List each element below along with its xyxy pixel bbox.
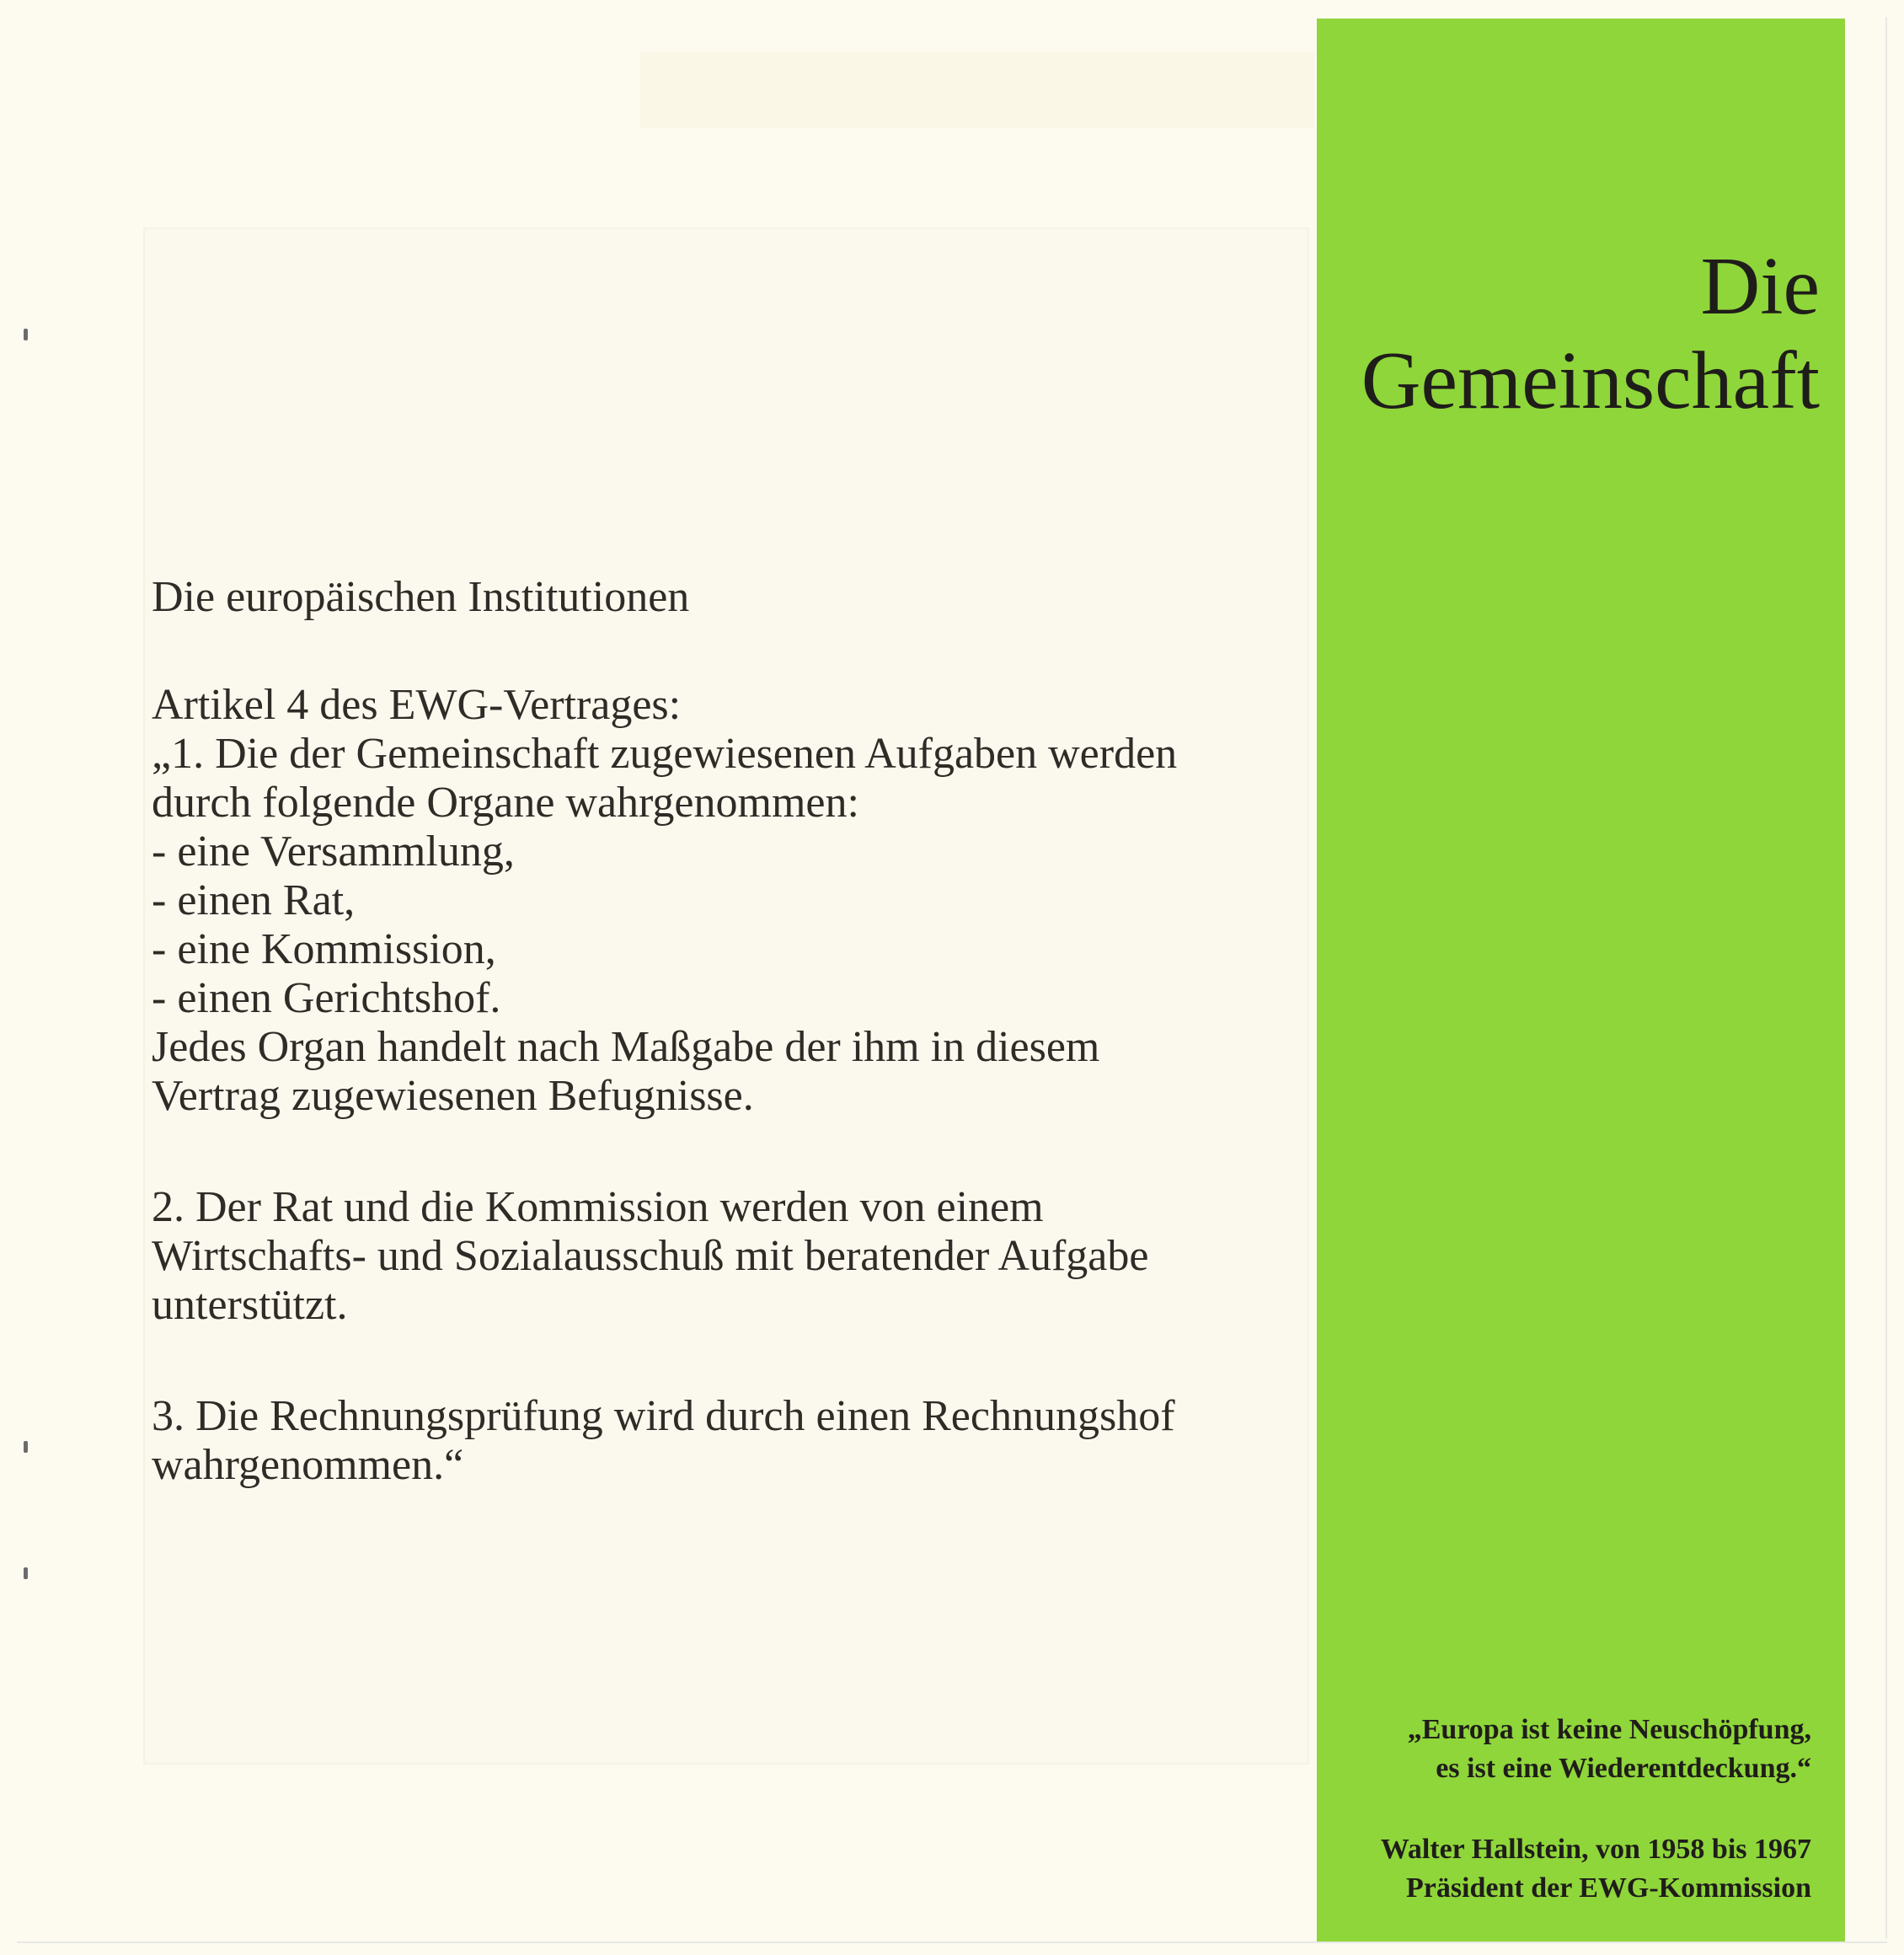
page-edge <box>1885 17 1887 1938</box>
text-line: durch folgende Organe wahrgenommen: <box>152 779 859 827</box>
green-sidebar <box>1317 19 1845 1943</box>
text-line: 3. Die Rechnungsprüfung wird durch einen Rechnungshof <box>152 1392 1175 1440</box>
attribution-line: Walter Hallstein, von 1958 bis 1967 <box>1380 1834 1811 1865</box>
text-line: Vertrag zugewiesenen Befugnisse. <box>152 1072 754 1120</box>
binding-mark <box>24 1441 28 1453</box>
binding-mark <box>24 329 28 340</box>
section-heading: Die europäischen Institutionen <box>152 573 690 621</box>
attribution-line: Präsident der EWG-Kommission <box>1405 1872 1811 1904</box>
text-line: Jedes Organ handelt nach Maßgabe der ihm in diesem <box>152 1023 1100 1071</box>
text-line: „1. Die der Gemeinschaft zugewiesenen Aufgaben werden <box>152 730 1178 778</box>
list-item: - einen Gerichtshof. <box>152 974 501 1022</box>
text-line: Wirtschafts- und Sozialausschuß mit beratender Aufgabe <box>152 1232 1149 1280</box>
quote-line: „Europa ist keine Neuschöpfung, <box>1407 1714 1811 1745</box>
quote <box>1408 1711 1811 1788</box>
sidebar-title <box>1361 239 1820 428</box>
quote-attribution <box>1381 1830 1811 1908</box>
text-line: 2. Der Rat und die Kommission werden von einem <box>152 1183 1044 1231</box>
quote-line: es ist eine Wiederentdeckung.“ <box>1436 1753 1811 1784</box>
binding-mark <box>24 1567 28 1579</box>
text-line: wahrgenommen.“ <box>152 1441 464 1489</box>
article-title: Artikel 4 des EWG-Vertrages: <box>152 681 682 729</box>
show-through-title <box>640 52 1314 128</box>
list-item: - eine Kommission, <box>152 925 496 973</box>
main-text-block <box>152 573 1281 1490</box>
sidebar-title-line: Gemeinschaft <box>1361 335 1820 426</box>
text-line: unterstützt. <box>152 1281 348 1329</box>
sidebar-title-line: Die <box>1700 241 1820 332</box>
page-edge <box>17 1942 1887 1943</box>
list-item: - einen Rat, <box>152 876 356 924</box>
paragraph-1 <box>152 730 1281 1121</box>
paragraph-3 <box>152 1392 1281 1490</box>
paragraph-2 <box>152 1183 1281 1330</box>
list-item: - eine Versammlung, <box>152 828 515 876</box>
